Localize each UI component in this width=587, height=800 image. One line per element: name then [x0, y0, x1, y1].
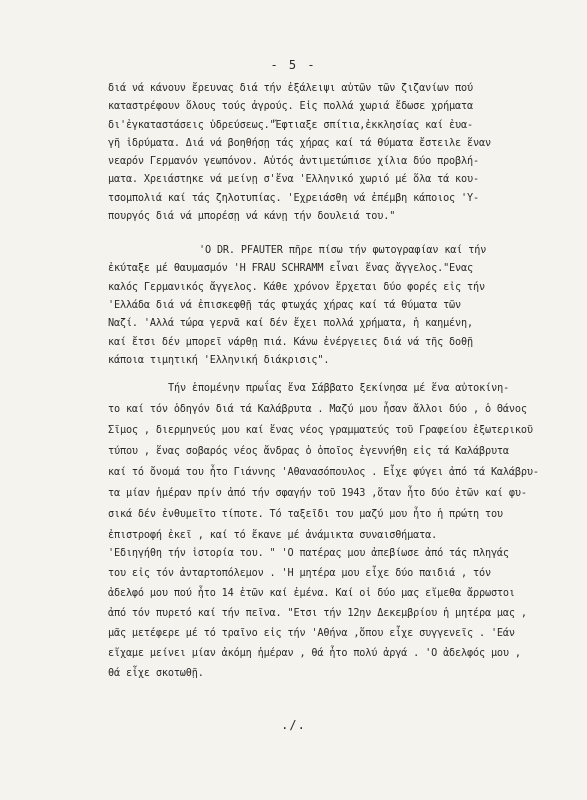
text-line: 'Ελλάδα διά νά ἐπισκεφθῇ τάς φτωχάς χήρας καί τά θύματα τῶν — [108, 300, 462, 311]
text-line: ἀδελφό μου πού ἦτο 14 ἐτῶν καί ἐμένα. Καί οἱ δύο μας εἴμεθα ἄρρωστοι — [108, 588, 515, 599]
text-line: καταστρέφουν ὅλους τούς ἀγρούς. Εἰς πολλά χωριά ἔδωσε χρήματα — [108, 101, 473, 112]
continuation-mark: ./. — [281, 718, 306, 732]
text-line: καλός Γερμανικός ἄγγελος. Κάθε χρόνον ἔρχεται δύο φορές εἰς τήν — [108, 282, 485, 293]
text-line: θά εἶχε σκοτωθῇ. — [108, 668, 204, 679]
text-line: καί ἔτσι δέν μπορεῖ νάρθῃ πιά. Κάνω ἐνέργειες διά νά τῆς δοθῇ — [108, 337, 473, 348]
text-line: τα μίαν ἡμέραν πρίν ἀπό τήν σφαγήν τοῦ 1943 ,ὅταν ἦτο δύο ἐτῶν καί φυ- — [108, 488, 527, 499]
text-line: διά νά κάνουν ἔρευνας διά τήν ἐξάλειψι αὐτῶν τῶν ζιζανίων πού — [108, 83, 473, 94]
text-line: Σῖμος , διερμηνεύς μου καί ἕνας νέος γραμματεύς τοῦ Γραφείου ἐξωτερικοῦ — [108, 425, 533, 436]
text-line: νεαρόν Γερμανόν γεωπόνον. Αὐτός ἀντιμετώπισε χίλια δύο προβλή- — [108, 156, 479, 167]
text-line: γῆ ἱδρύματα. Διά νά βοηθήσῃ τάς χήρας καί τά θύματα ἔστειλε ἕναν — [108, 138, 491, 149]
text-line: μᾶς μετέφερε μέ τό τραῖνο εἰς τήν 'Αθήνα ,ὅπου εἶχε συγγενεῖς . 'Εάν — [108, 628, 515, 639]
text-line: σικά δέν ἐνθυμεῖτο τίποτε. Τό ταξεῖδι του μαζύ μου ἦτο ἡ πρώτη του — [108, 509, 503, 520]
text-line: τσομπολιά καί τάς ζηλοτυπίας. 'Εχρειάσθη νά ἐπέμβη κάποιος 'Υ- — [108, 193, 479, 204]
text-line: κάποια τιμητική 'Ελληνική διάκρισις". — [108, 355, 330, 366]
text-line: δι'ἐγκαταστάσεις ὑδρεύσεως."Ἔφτιαξε σπίτια,ἐκκλησίας καί ἐυα- — [108, 120, 473, 131]
text-line: πουργός διά νά μπορέσῃ νά κάνῃ τήν δουλειά του." — [108, 211, 396, 222]
text-line: 'Ο DR. PFAUTER πῆρε πίσω τήν φωτογραφίαν καί τήν — [199, 245, 487, 256]
text-line: Τήν ἑπομένην πρωΐας ἕνα Σάββατο ξεκίνησα μέ ἕνα αὐτοκίνη- — [168, 383, 510, 394]
text-line: τύπου , ἕνας σοβαρός νέος ἄνδρας ὁ ὁποῖος ἐγεννήθη εἰς τά Καλάβρυτα — [108, 446, 509, 457]
page-number: - 5 - — [270, 58, 317, 72]
text-line: ἐκύταξε μέ θαυμασμόν 'Η FRAU SCHRAMM εἶναι ἕνας ἄγγελος."Ενας — [108, 263, 473, 274]
text-line: Ναζί. 'Αλλά τώρα γερνᾶ καί δέν ἔχει πολλά χρήματα, ἡ καημένη, — [108, 318, 473, 329]
text-line: 'Εδιηγήθη τήν ἱστορία του. " 'Ο πατέρας μου ἀπεβίωσε ἀπό τάς πληγάς — [108, 548, 509, 559]
text-line: καί τό ὄνομά του ἦτο Γιάννης 'Αθανασόπουλος . Εἶχε φύγει ἀπό τά Καλάβρυ- — [108, 467, 539, 478]
text-line: ἀπό τόν πυρετό καί τήν πεῖνα. "Ετσι τήν 12ην Δεκεμβρίου ἡ μητέρα μας , — [108, 608, 527, 619]
text-line: εἴχαμε μείνει μίαν ἀκόμη ἡμέραν , θά ἦτο πολύ ἀργά . 'Ο ἀδελφός μου , — [108, 648, 521, 659]
text-line: του εἰς τόν ἀνταρτοπόλεμον . 'Η μητέρα μου εἶχε δύο παιδιά , τόν — [108, 568, 491, 579]
text-line: ματα. Χρειάστηκε νά μείνῃ σ'ἕνα 'Ελληνικό χωριό μέ ὅλα τά κου- — [108, 174, 479, 185]
text-line: το καί τόν ὁδηγόν διά τά Καλάβρυτα . Μαζύ μου ἦσαν ἄλλοι δύο , ὁ Θάνος — [108, 404, 527, 415]
text-line: ἐπιστροφή ἐκεῖ , καί τό ἔκανε μέ ἀνάμικτα συναισθήματα. — [108, 530, 438, 541]
